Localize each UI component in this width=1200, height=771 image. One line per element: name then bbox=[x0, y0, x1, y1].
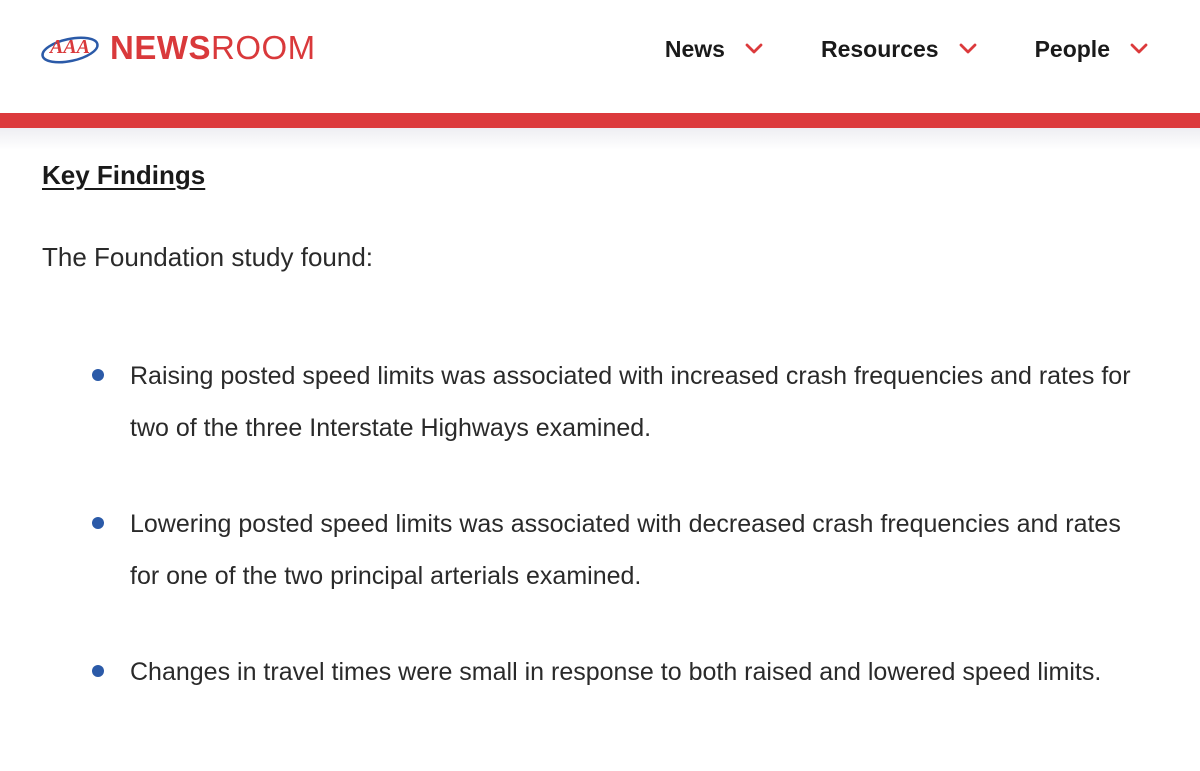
nav-label-people: People bbox=[1034, 35, 1110, 62]
header-accent-bar bbox=[0, 113, 1200, 128]
bullet-icon bbox=[92, 517, 104, 529]
intro-text: The Foundation study found: bbox=[42, 242, 374, 272]
nav-label-resources: Resources bbox=[820, 35, 939, 62]
header-shadow bbox=[0, 128, 1200, 150]
chevron-down-icon bbox=[745, 43, 763, 55]
findings-list bbox=[92, 350, 1152, 742]
main-nav bbox=[665, 30, 1148, 68]
logo-wordmark-bold: NEWS bbox=[110, 29, 211, 66]
svg-text:AAA: AAA bbox=[49, 36, 91, 58]
aaa-logo-icon bbox=[40, 26, 104, 70]
finding-text: Changes in travel times were small in response to both raised and lowered speed limits. bbox=[130, 658, 1102, 686]
list-item bbox=[92, 350, 1152, 454]
site-header bbox=[0, 0, 1200, 113]
list-item bbox=[92, 498, 1152, 602]
section-heading: Key Findings bbox=[42, 160, 206, 190]
logo-wordmark bbox=[110, 26, 316, 70]
nav-item-people[interactable] bbox=[1035, 36, 1148, 63]
nav-label-news: News bbox=[664, 35, 725, 62]
list-item bbox=[92, 646, 1152, 698]
finding-text: Raising posted speed limits was associated with increased crash frequencies and rates for two of the three Interstate Highways examined. bbox=[130, 362, 1131, 442]
chevron-down-icon bbox=[1130, 43, 1148, 55]
chevron-down-icon bbox=[959, 43, 977, 55]
bullet-icon bbox=[92, 369, 104, 381]
logo-wordmark-light: ROOM bbox=[211, 29, 316, 66]
finding-text: Lowering posted speed limits was associated with decreased crash frequencies and rates for one of the two principal arterials examined. bbox=[130, 510, 1121, 590]
newsroom-logo[interactable] bbox=[40, 26, 316, 70]
bullet-icon bbox=[92, 665, 104, 677]
nav-item-news[interactable] bbox=[665, 36, 763, 63]
nav-item-resources[interactable] bbox=[821, 36, 977, 63]
